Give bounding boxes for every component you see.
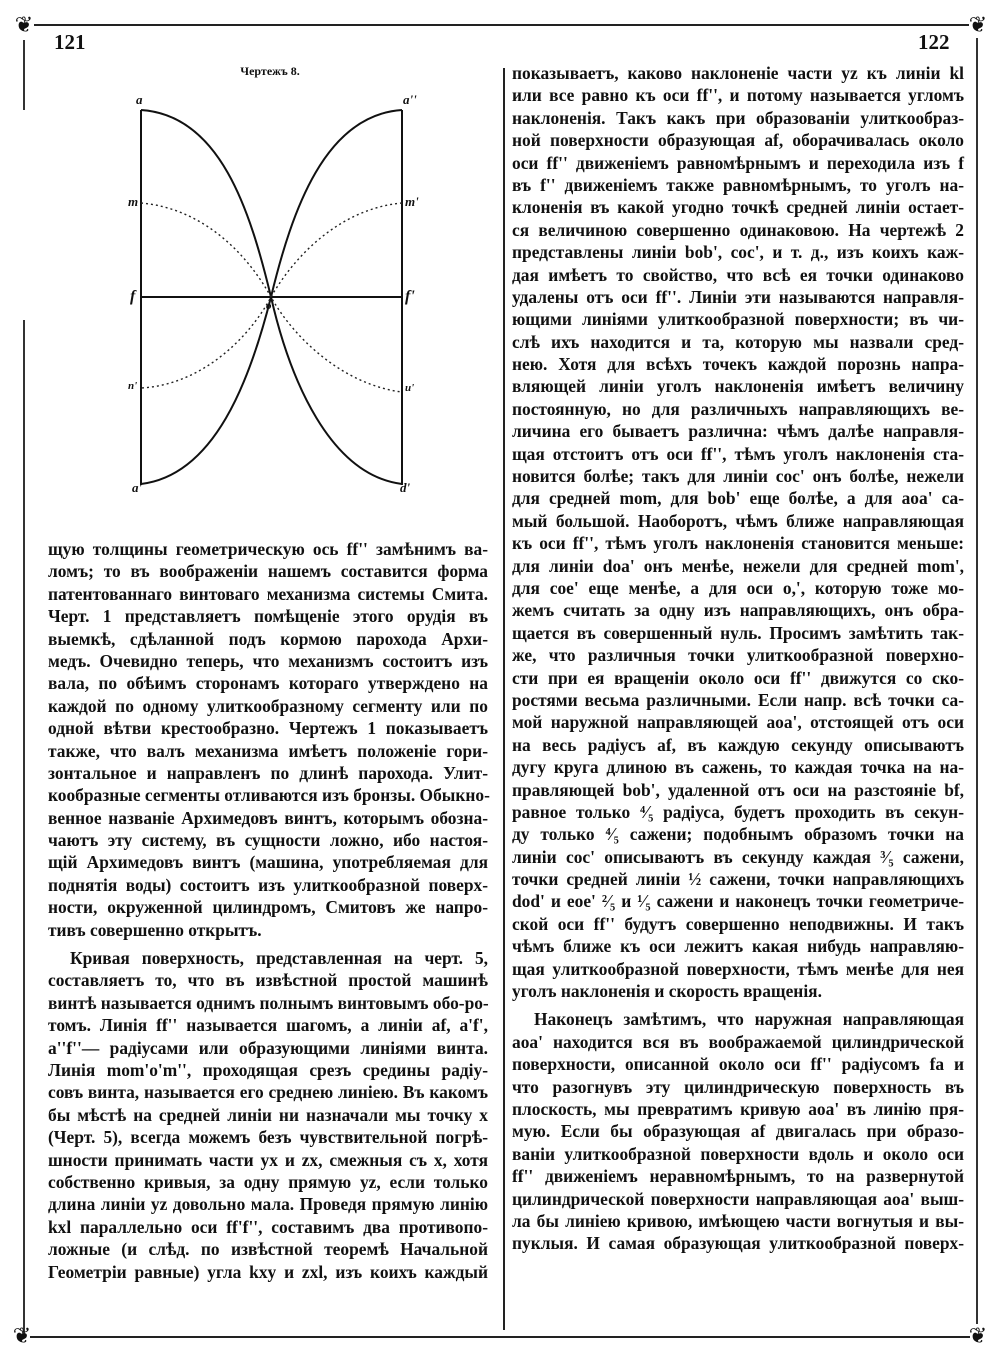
text-line: собственно кривыя, за одну прямую yz, если только (48, 1171, 488, 1192)
text-line: жемъ считать за одну изъ направляющихъ, онъ обра- (512, 600, 964, 621)
text-line: же, что различныя точки улиткообразной поверхно- (512, 645, 964, 666)
left-column-text (48, 538, 488, 1283)
text-line: патентованнаго винтоваго механизма системы Смита. (48, 583, 488, 604)
text-line: ности, окруженной цилиндромъ, Смитовъ же напро- (48, 897, 488, 918)
text-line: выемкѣ, сдѣланной подъ кормою парохода Архи- (48, 628, 488, 649)
text-line: равное только ⁴⁄₅ радіуса, будетъ проходить въ секун- (512, 801, 964, 822)
text-line: къ оси ff'', тѣмъ уголъ наклоненія становится меньше: (512, 533, 964, 554)
text-line: въ f'' движеніемъ также равномѣрнымъ, то уголъ на- (512, 174, 964, 195)
text-line: ложные (и слѣд. по извѣстной теоремѣ Начальной (48, 1239, 488, 1260)
text-line: медъ. Очевидно теперь, что механизмъ состоитъ изъ (48, 650, 488, 671)
text-line: длина линіи yz довольно мала. Проведя прямую линію (48, 1194, 488, 1215)
text-line: удалены отъ оси ff''. Линіи эти называются направля- (512, 286, 964, 307)
text-line: нею. Хотя для всѣхъ точекъ каждой порознь напра- (512, 354, 964, 375)
text-line: шности принимать части yx и zx, смежныя съ x, хотя (48, 1149, 488, 1170)
text-line: щая отстоитъ отъ оси ff'', тѣмъ уголъ наклоненія ста- (512, 443, 964, 464)
text-line: оси ff'' движеніемъ равномѣрнымъ и переходила изъ f (512, 152, 964, 173)
text-line: зонтальное и направленъ по длинѣ парохода. Улит- (48, 762, 488, 783)
text-line: винтѣ называется однимъ полнымъ винтовымъ обо-ро- (48, 992, 489, 1013)
corner-ornament-icon: ❦ (12, 1323, 32, 1348)
text-line: каждой по одному улиткообразному сегменту или по (48, 695, 488, 716)
bottom-rule (30, 1336, 970, 1338)
text-line: слѣ ихъ находится и та, которую мы назвали сред- (512, 331, 964, 352)
label-a-double-prime: a'' (403, 92, 417, 107)
left-rule-gap (20, 110, 28, 320)
text-line: поднятія воды) состоитъ изъ улиткообразной поверх- (48, 874, 488, 895)
text-line: ломъ; то въ воображеніи нашемъ составится форма (48, 561, 488, 582)
label-n-prime: n' (128, 380, 138, 392)
corner-ornament-icon: ❦ (968, 1323, 988, 1348)
text-line: также, что валъ механизма имѣетъ положеніе гори- (48, 740, 488, 761)
text-line: наклоненія. Такъ какъ при образованіи улиткообраз- (512, 107, 964, 128)
text-line: дугу круга длиною въ сажень, то каждая точка на на- (512, 757, 964, 778)
text-line: точки средней линіи ½ сажени, точки направляющихъ (512, 869, 964, 890)
label-u-prime: u' (405, 382, 415, 394)
text-line: для средней mom, для bob' еще болѣе, а для aoa' са- (512, 488, 964, 509)
top-rule (34, 24, 969, 26)
text-line: представлены линіи bob', coc', и т. д., изъ коихъ каж- (512, 242, 964, 263)
text-line: что разогнувъ эту цилиндрическую поверхность въ (512, 1076, 964, 1097)
text-line: личина его бываетъ различна: чѣмъ далѣе направля- (512, 421, 964, 442)
text-line: a''f''— радіусами или образующими линіями винта. (48, 1037, 488, 1058)
text-line: совъ винта, называется его среднею линіею. Въ какомъ (48, 1082, 488, 1103)
corner-ornament-icon: ❦ (14, 12, 34, 37)
text-line: цилиндрической поверхности направляющая aoa' выш- (512, 1188, 964, 1209)
text-line: бы мѣстѣ на средней линіи ни назначали мы точку x (48, 1104, 488, 1125)
figure-8-diagram (100, 90, 440, 510)
right-column-text (512, 62, 964, 1255)
text-line: Черт. 1 представляетъ помѣщеніе этого орудія въ (48, 606, 488, 627)
text-line: Линія mom'o'm'', проходящая срезъ средины радіу- (48, 1059, 488, 1080)
figure-caption: Чертежъ 8. (240, 64, 300, 78)
page-number-left: 121 (54, 30, 86, 54)
text-line: kxl параллельно оси ff'f'', составимъ два противопо- (48, 1216, 488, 1237)
text-line: томъ. Линія ff'' называется шагомъ, а линіи af, a'f', (48, 1015, 488, 1036)
label-m-prime: m' (405, 194, 419, 209)
text-line: пуклыя. И самая образующая улиткообразной поверх- (512, 1233, 964, 1254)
label-a: a (136, 92, 143, 107)
label-o: o (266, 300, 272, 312)
text-line: мую. Если бы образующая af двигалась при образо- (512, 1121, 964, 1142)
text-line: Геометріи равные) угла kxy и zxl, изъ коихъ каждый (48, 1261, 488, 1282)
text-line: Кривая поверхность, представленная на черт. 5, (70, 948, 488, 969)
text-line: мой наружной направляющей aoa', отстоящей отъ оси (512, 712, 964, 733)
text-line: одной вѣтви крестообразно. Чертежъ 1 показываетъ (48, 718, 488, 739)
text-line: линіи coc' описываютъ въ секунду каждая ³⁄₅ сажени, (512, 846, 964, 867)
text-line: тивъ совершенно открытъ. (48, 919, 262, 940)
text-line: ющими линіями улиткообразной поверхности; въ чи- (512, 309, 964, 330)
text-line: клоненія въ какой угодно точкѣ средней линіи остает- (512, 197, 964, 218)
text-line: ной поверхности образующая af, оборачивалась около (512, 130, 964, 151)
label-f: f (130, 288, 136, 305)
text-line: ростями весьма различными. Если напр. всѣ точки са- (512, 689, 964, 710)
text-line: правляющей bob', удаленной отъ оси на разстояніе bf, (512, 779, 964, 800)
text-line: вала, по обѣимъ сторонамъ котораго утверждено на (48, 673, 488, 694)
text-line: чаютъ эту систему, въ сущности ложно, ибо настоя- (48, 830, 488, 851)
text-line: новится болѣе; такъ для линіи coc' онъ болѣе, нежели (512, 466, 964, 487)
label-a-prime: a' (132, 480, 143, 495)
corner-ornament-icon: ❦ (968, 12, 988, 37)
text-line: или все равно къ оси ff'', и потому называется угломъ (512, 85, 964, 106)
text-line: ла бы линіею кривою, имѣющею части вогнутыя и вы- (512, 1210, 964, 1231)
text-line: ся величиною совершенно одинаковою. На чертежѣ 2 (512, 219, 964, 240)
text-line: для coe' еще менѣе, а для оси o,', которую тоже мо- (512, 577, 964, 598)
text-line: Наконецъ замѣтимъ, что наружная направляющая (534, 1009, 964, 1030)
page-number-right: 122 (918, 30, 950, 54)
text-line: ду только ⁴⁄₅ сажени; подобнымъ образомъ точки на (512, 824, 964, 845)
label-m: m (128, 194, 139, 209)
text-line: aoa' находится вся въ воображаемой цилиндрической (512, 1031, 964, 1052)
text-line: дая имѣетъ то свойство, что всѣ ея точки одинаково (512, 264, 964, 285)
text-line: щается въ совершенный нуль. Просимъ замѣтить так- (512, 622, 964, 643)
text-line: dod' и eoe' ²⁄₅ и ¹⁄₅ сажени и наконецъ точки геометриче- (512, 891, 964, 912)
text-line: ваніи улиткообразной поверхности вдоль и около оси (512, 1143, 964, 1164)
text-line: ской оси ff'' будутъ совершенно неподвижны. И такъ (512, 913, 964, 934)
text-line: щую толщины геометрическую ось ff'' замѣнимъ ва- (48, 539, 488, 559)
text-line: поверхности, описанной около оси ff'' радіусомъ fa и (512, 1054, 964, 1075)
text-line: венное названіе Архимедовъ винтъ, которымъ обозна- (48, 807, 488, 828)
column-divider (503, 68, 505, 1330)
text-line: постоянную, но для различныхъ направляющихъ ве- (512, 398, 964, 419)
text-line: мый большой. Наоборотъ, чѣмъ ближе направляющая (512, 510, 964, 531)
text-line: для линіи doa' онъ менѣе, нежели для средней mom', (512, 555, 964, 576)
text-line: плоскость, мы превратимъ кривую aoa' въ линію пря- (512, 1098, 964, 1119)
text-line: показываетъ, каково наклоненіе части yz къ линіи kl (512, 63, 964, 83)
text-line: (Черт. 5), всегда можемъ безъ чувствительной погрѣ- (48, 1127, 488, 1148)
label-f-prime: f' (405, 288, 415, 305)
text-line: уголъ наклоненія и скорость вращенія. (512, 981, 822, 1002)
text-line: щій Архимедовъ винтъ (машина, употребляемая для (48, 852, 488, 873)
text-line: щая улиткообразной поверхности, тѣмъ менѣе для нея (512, 958, 964, 979)
text-line: сти при ея вращеніи около оси ff'' движутся со ско- (512, 667, 964, 688)
text-line: вляющей линіи уголъ наклоненія имѣетъ величину (512, 376, 964, 397)
text-line: ff'' движеніемъ неравномѣрнымъ, то на развернутой (512, 1166, 964, 1187)
text-line: составляетъ то, что въ извѣстной простой машинѣ (48, 970, 488, 991)
text-line: на весь радіусъ af, въ каждую секунду описываютъ (512, 734, 964, 755)
text-line: чѣмъ ближе къ оси лежитъ какая нибудь направляю- (512, 936, 964, 957)
label-d-prime: d' (400, 480, 411, 495)
text-line: кообразные сегменты отливаются изъ бронзы. Обыкно- (48, 785, 490, 806)
right-rule (976, 38, 978, 1324)
